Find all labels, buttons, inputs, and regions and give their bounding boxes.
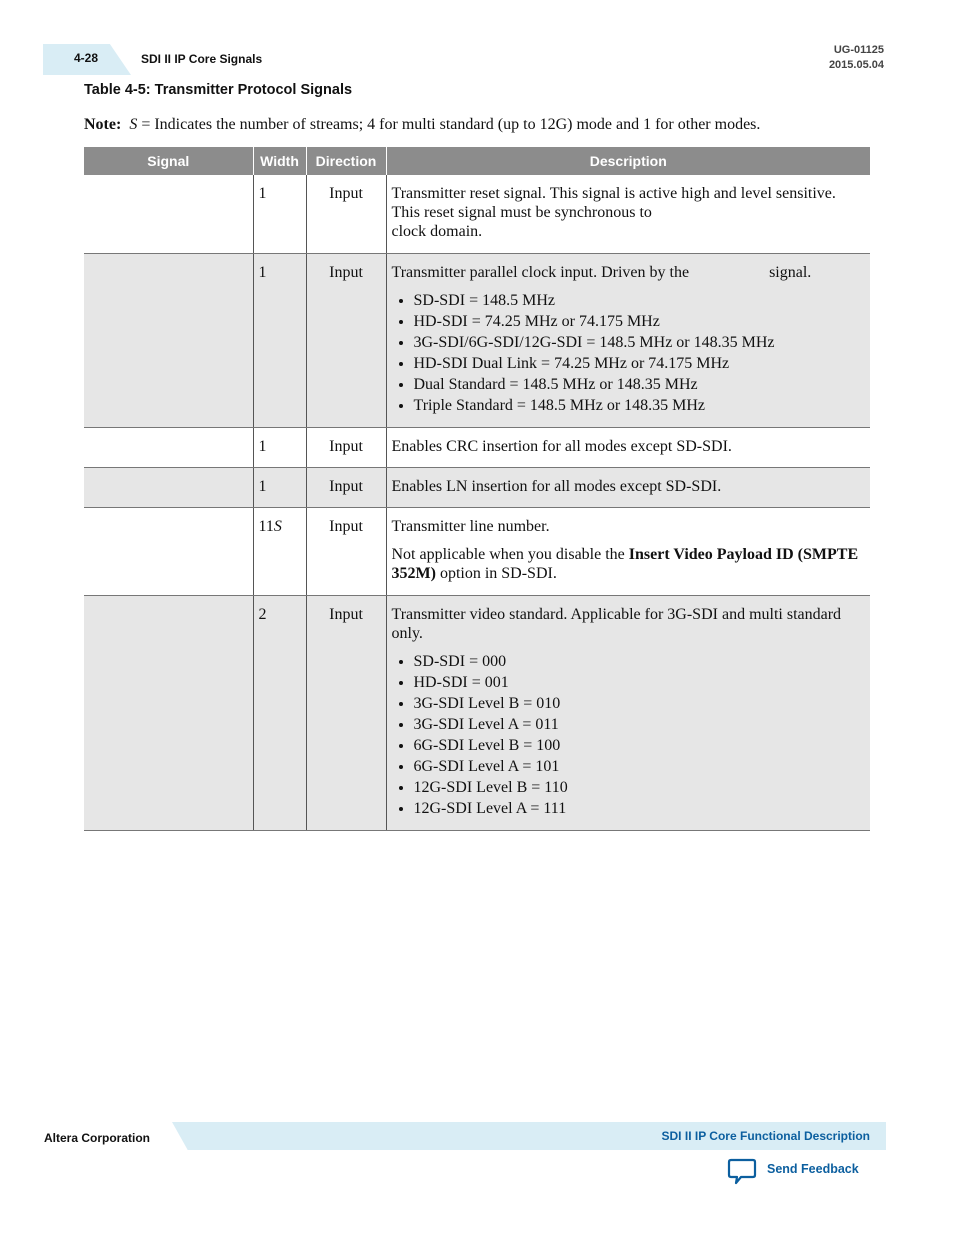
table-row bbox=[84, 253, 870, 427]
list-item: • 12G-SDI Level A = 111 bbox=[414, 799, 866, 818]
list-item: • 3G-SDI Level A = 011 bbox=[414, 715, 866, 734]
send-feedback-label: Send Feedback bbox=[767, 1162, 859, 1176]
list-item: • HD-SDI = 001 bbox=[414, 673, 866, 692]
width-cell: 2 bbox=[253, 595, 306, 830]
table-row bbox=[84, 595, 870, 830]
description-cell: Enables CRC insertion for all modes except SD-SDI. bbox=[386, 427, 870, 467]
description-text: Transmitter parallel clock input. Driven by the signal. bbox=[391, 263, 812, 281]
list-item: • HD-SDI Dual Link = 74.25 MHz or 74.175 MHz bbox=[414, 354, 866, 373]
video-standard-list bbox=[392, 652, 866, 818]
list-item: • 6G-SDI Level A = 101 bbox=[414, 757, 866, 776]
table-row bbox=[84, 175, 870, 253]
list-item: • 3G-SDI/6G-SDI/12G-SDI = 148.5 MHz or 148.35 MHz bbox=[414, 333, 866, 352]
table-row bbox=[84, 507, 870, 595]
signal-cell bbox=[84, 595, 253, 830]
table-header-row bbox=[84, 147, 870, 175]
table-row bbox=[84, 427, 870, 467]
description-text: Transmitter reset signal. This signal is active high and level sensitive. This reset signal must be synchronous to bbox=[391, 185, 836, 221]
list-item: • SD-SDI = 148.5 MHz bbox=[414, 291, 866, 310]
direction-cell: Input bbox=[306, 253, 386, 427]
description-cell bbox=[386, 507, 870, 595]
document-id bbox=[829, 43, 884, 73]
signal-cell bbox=[84, 467, 253, 507]
note-label: Note: bbox=[84, 116, 122, 133]
note-variable: S bbox=[129, 116, 138, 133]
list-item: • HD-SDI = 74.25 MHz or 74.175 MHz bbox=[414, 312, 866, 331]
description-cell: Enables LN insertion for all modes except SD-SDI. bbox=[386, 467, 870, 507]
signal-cell bbox=[84, 253, 253, 427]
width-cell: 1 bbox=[253, 427, 306, 467]
speech-bubble-icon bbox=[727, 1158, 757, 1191]
width-cell: 1 bbox=[253, 253, 306, 427]
description-cell bbox=[386, 595, 870, 830]
description-cell bbox=[386, 253, 870, 427]
table-title: Table 4-5: Transmitter Protocol Signals bbox=[84, 82, 353, 98]
chapter-link[interactable]: SDI II IP Core Functional Description bbox=[661, 1129, 870, 1143]
table-note bbox=[84, 116, 760, 134]
column-header-description: Description bbox=[386, 147, 870, 175]
description-text: clock domain. bbox=[391, 223, 483, 240]
signal-cell bbox=[84, 175, 253, 253]
list-item: • 12G-SDI Level B = 110 bbox=[414, 778, 866, 797]
signal-cell bbox=[84, 507, 253, 595]
clock-rate-list bbox=[392, 291, 866, 415]
list-item: • 3G-SDI Level B = 010 bbox=[414, 694, 866, 713]
list-item: • 6G-SDI Level B = 100 bbox=[414, 736, 866, 755]
description-text: Transmitter line number. bbox=[391, 517, 550, 535]
column-header-width: Width bbox=[253, 147, 306, 175]
description-note: Not applicable when you disable the Insert Video Payload ID (SMPTE 352M) option in SD-SDI. bbox=[391, 545, 859, 582]
description-text: Transmitter video standard. Applicable for 3G-SDI and multi standard only. bbox=[391, 605, 842, 642]
company-name: Altera Corporation bbox=[44, 1131, 151, 1145]
doc-date: 2015.05.04 bbox=[828, 59, 884, 71]
send-feedback-button[interactable] bbox=[727, 1158, 859, 1188]
width-cell: 1 bbox=[253, 175, 306, 253]
column-header-signal: Signal bbox=[84, 147, 253, 175]
signals-table bbox=[84, 147, 870, 831]
page-number: 4-28 bbox=[74, 51, 99, 65]
direction-cell: Input bbox=[306, 175, 386, 253]
direction-cell: Input bbox=[306, 595, 386, 830]
list-item: • SD-SDI = 000 bbox=[414, 652, 866, 671]
direction-cell: Input bbox=[306, 467, 386, 507]
direction-cell: Input bbox=[306, 507, 386, 595]
signal-cell bbox=[84, 427, 253, 467]
list-item: • Dual Standard = 148.5 MHz or 148.35 MHz bbox=[414, 375, 866, 394]
column-header-direction: Direction bbox=[306, 147, 386, 175]
description-cell bbox=[386, 175, 870, 253]
list-item: • Triple Standard = 148.5 MHz or 148.35 MHz bbox=[414, 396, 866, 415]
width-cell: 1 bbox=[253, 467, 306, 507]
doc-number: UG-01125 bbox=[833, 44, 884, 56]
table-row bbox=[84, 467, 870, 507]
section-title: SDI II IP Core Signals bbox=[141, 52, 263, 66]
note-text: = Indicates the number of streams; 4 for multi standard (up to 12G) mode and 1 for other modes. bbox=[137, 116, 761, 133]
width-cell: 11S bbox=[253, 507, 306, 595]
direction-cell: Input bbox=[306, 427, 386, 467]
